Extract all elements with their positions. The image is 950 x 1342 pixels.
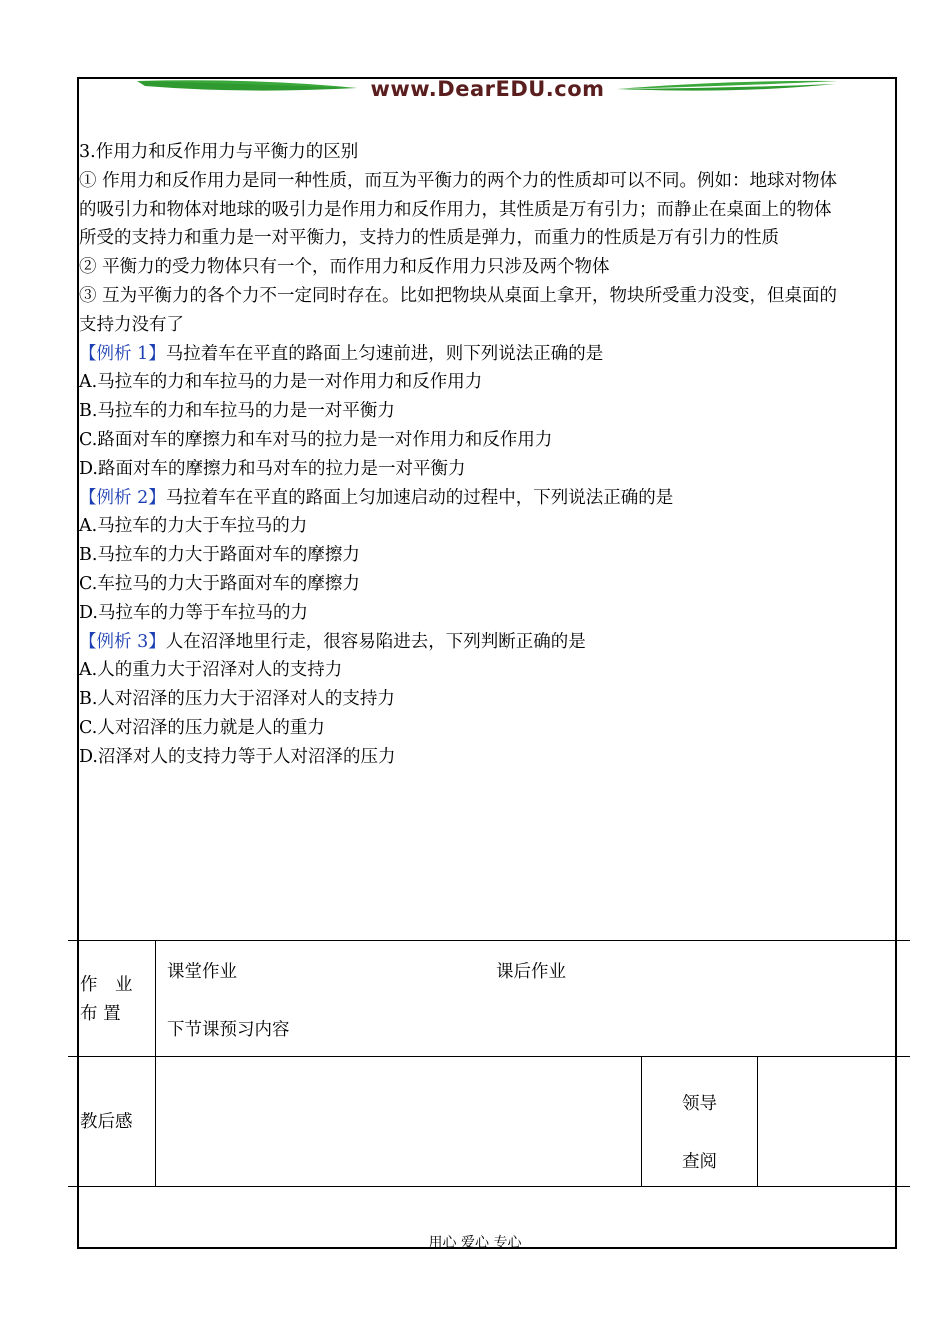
example-2-option-b: B.马拉车的力大于路面对车的摩擦力: [79, 545, 360, 566]
banner-url[interactable]: www.DearEDU.com: [370, 77, 605, 101]
example-2-option-a: A.马拉车的力大于车拉马的力: [79, 516, 308, 537]
leader-col-left: [641, 1056, 642, 1186]
homework-label-line1: 作 业: [80, 975, 133, 995]
example-1-tag: 【例析 1】: [79, 343, 166, 364]
example-1-option-b: B.马拉车的力和车拉马的力是一对平衡力: [79, 401, 395, 422]
example-3-option-b: B.人对沼泽的压力大于沼泽对人的支持力: [79, 689, 395, 710]
section-heading: 3.作用力和反作用力与平衡力的区别: [79, 142, 359, 162]
example-3-option-d: D.沼泽对人的支持力等于人对沼泽的压力: [79, 746, 396, 767]
example-1-option-c: C.路面对车的摩擦力和车对马的拉力是一对作用力和反作用力: [79, 429, 553, 450]
example-2-option-d: D.马拉车的力等于车拉马的力: [79, 602, 308, 623]
point1-line1: ① 作用力和反作用力是同一种性质，而互为平衡力的两个力的性质却可以不同。例如：地球对物体: [79, 170, 838, 191]
homework-label-line2: 布 置: [80, 1004, 121, 1024]
leader-col-right: [757, 1056, 758, 1186]
point2: ② 平衡力的受力物体只有一个，而作用力和反作用力只涉及两个物体: [79, 257, 610, 278]
example-1-question: [79, 340, 899, 369]
point3-line2: 支持力没有了: [79, 314, 184, 335]
example-1-option-d: D.路面对车的摩擦力和马对车的拉力是一对平衡力: [79, 458, 466, 479]
example-3-option-c: C.人对沼泽的压力就是人的重力: [79, 717, 325, 738]
example-3-question: [79, 628, 899, 657]
example-1-text: 马拉着车在平直的路面上匀速前进，则下列说法正确的是: [165, 343, 604, 364]
example-2-question: [79, 484, 899, 513]
leader-label-line2: 查阅: [682, 1152, 717, 1172]
lesson-content: [79, 138, 899, 772]
example-3-text: 人在沼泽地里行走，很容易陷进去，下列判断正确的是: [165, 631, 586, 652]
page-footer: 用心 爱心 专心: [428, 1235, 522, 1251]
table-rule-top: [68, 940, 910, 941]
table-rule-middle: [68, 1056, 910, 1057]
class-homework-label: 课堂作业: [167, 962, 237, 982]
point3-line1: ③ 互为平衡力的各个力不一定同时存在。比如把物块从桌面上拿开，物块所受重力没变，但桌面的: [79, 285, 838, 306]
point1-line3: 所受的支持力和重力是一对平衡力，支持力的性质是弹力，而重力的性质是万有引力的性质: [79, 228, 779, 249]
example-2-option-c: C.车拉马的力大于路面对车的摩擦力: [79, 573, 360, 594]
point1-line2: 的吸引力和物体对地球的吸引力是作用力和反作用力，其性质是万有引力；而静止在桌面上的物体: [79, 199, 832, 220]
reflection-label: 教后感: [80, 1112, 133, 1132]
preview-label: 下节课预习内容: [167, 1020, 290, 1040]
table-rule-bottom: [68, 1186, 910, 1187]
example-3-tag: 【例析 3】: [79, 631, 166, 652]
example-2-tag: 【例析 2】: [79, 487, 166, 508]
table-col-divider: [155, 940, 156, 1186]
after-class-homework-label: 课后作业: [496, 962, 566, 982]
example-2-text: 马拉着车在平直的路面上匀加速启动的过程中，下列说法正确的是: [165, 487, 674, 508]
site-banner: [135, 76, 840, 102]
example-3-option-a: A.人的重力大于沼泽对人的支持力: [79, 660, 343, 681]
leader-label-line1: 领导: [682, 1094, 717, 1114]
example-1-option-a: A.马拉车的力和车拉马的力是一对作用力和反作用力: [79, 372, 483, 393]
